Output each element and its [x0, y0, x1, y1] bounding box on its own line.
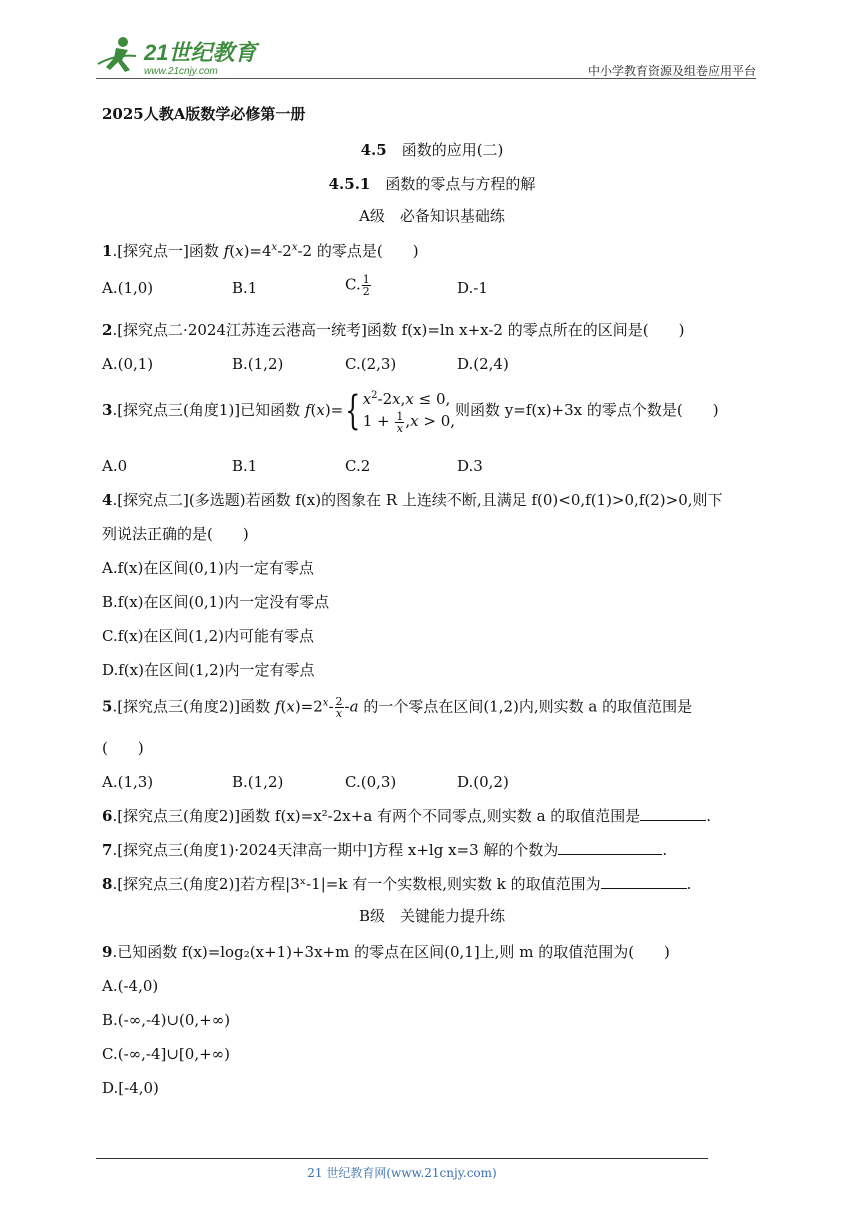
option-c[interactable]: C.2 — [345, 457, 371, 475]
question-end: . — [662, 841, 668, 859]
option-a[interactable]: A.(1,0) — [102, 279, 154, 297]
question-stem-end: 则函数 y=f(x)+3x 的零点个数是( ) — [455, 401, 719, 419]
option-d[interactable]: D.f(x)在区间(1,2)内一定有零点 — [102, 661, 315, 679]
section-heading — [102, 140, 762, 160]
question-stem-end: 的零点是( ) — [312, 242, 419, 260]
footer-divider — [96, 1158, 708, 1159]
question-1: 1.[探究点一]函数 $f(x)=4^x-2^x-2$ 的零点是( ) — [102, 242, 419, 260]
brace-icon: { — [345, 388, 361, 434]
header-divider — [96, 78, 756, 79]
answer-blank[interactable] — [640, 806, 706, 821]
question-end: . — [706, 807, 712, 825]
option-b[interactable]: B.f(x)在区间(0,1)内一定没有零点 — [102, 593, 330, 611]
question-number: 1 — [102, 242, 113, 260]
question-6 — [102, 806, 711, 826]
page-header — [96, 30, 756, 80]
question-stem: .[探究点三(角度2)]函数 f(x)=x²-2x+a 有两个不同零点,则实数 a 的取值范围是 — [112, 807, 641, 825]
section-number: 4.5 — [360, 141, 387, 159]
question-stem: .[探究点三(角度2)]若方程|3ˣ-1|=k 有一个实数根,则实数 k 的取值范围为 — [112, 875, 601, 893]
question-number: 9 — [102, 943, 113, 961]
option-a[interactable]: A.0 — [102, 457, 128, 475]
question-4-line2: 列说法正确的是( ) — [102, 525, 249, 543]
answer-blank[interactable] — [601, 874, 687, 889]
question-stem: .[探究点二](多选题)若函数 f(x)的图象在 R 上连续不断,且满足 f(0)<0,f(1)>0,f(2)>0,则下 — [112, 491, 723, 509]
option-b[interactable]: B.1 — [232, 279, 258, 297]
svg-text:www.21cnjy.com: www.21cnjy.com — [144, 66, 218, 76]
option-a[interactable]: A.(0,1) — [102, 355, 154, 373]
question-number: 7 — [102, 841, 113, 859]
subsection-title: 函数的零点与方程的解 — [385, 175, 536, 193]
question-number: 2 — [102, 321, 113, 339]
option-c[interactable]: C.(2,3) — [345, 355, 397, 373]
option-a[interactable]: A.(1,3) — [102, 773, 154, 791]
question-stem: .[探究点一]函数 — [112, 242, 224, 260]
option-b[interactable]: B.(1,2) — [232, 355, 284, 373]
option-d[interactable]: D.-1 — [457, 279, 488, 297]
piecewise-cases: $x^2-2x,x \le 0$, 1 + $\frac{1}{x}$ ,x > 0, — [362, 390, 456, 435]
question-stem: .[探究点三(角度1)]已知函数 — [112, 401, 305, 419]
logo-icon — [96, 34, 266, 76]
question-4 — [102, 490, 723, 510]
level-a-heading: A级 必备知识基础练 — [359, 207, 505, 225]
option-d[interactable]: D.3 — [457, 457, 483, 475]
option-b[interactable]: B.(1,2) — [232, 773, 284, 791]
question-9 — [102, 942, 670, 962]
question-7 — [102, 840, 667, 860]
question-stem: .[探究点三(角度2)]函数 — [112, 697, 275, 716]
answer-blank[interactable] — [558, 840, 662, 855]
option-b[interactable]: B.(-∞,-4)∪(0,+∞) — [102, 1011, 231, 1029]
option-a[interactable]: A.f(x)在区间(0,1)内一定有零点 — [102, 559, 314, 577]
option-a[interactable]: A.(-4,0) — [102, 977, 159, 995]
option-d[interactable]: D.(2,4) — [457, 355, 509, 373]
question-2 — [102, 320, 684, 340]
option-c[interactable]: C.(-∞,-4]∪[0,+∞) — [102, 1045, 231, 1063]
option-c-label: C. — [345, 275, 361, 294]
book-title: 2025人教A版数学必修第一册 — [102, 105, 306, 123]
level-b-heading: B级 关键能力提升练 — [358, 907, 506, 925]
option-c[interactable] — [345, 274, 372, 297]
option-c[interactable]: C.f(x)在区间(1,2)内可能有零点 — [102, 627, 314, 645]
header-platform-text: 中小学教育资源及组卷应用平台 — [587, 64, 756, 78]
question-stem: .已知函数 f(x)=log₂(x+1)+3x+m 的零点在区间(0,1]上,则 m 的取值范围为( ) — [112, 943, 670, 961]
question-5: 5.[探究点三(角度2)]函数 $f(x)=2^x-$ $\frac{2}{x}$ -a 的一个零点在区间(1,2)内,则实数 a 的取值范围是 — [102, 695, 693, 720]
question-number: 4 — [102, 491, 113, 509]
question-5-line2: ( ) — [102, 739, 144, 757]
question-number: 3 — [102, 401, 113, 419]
fraction — [362, 274, 371, 297]
option-c[interactable]: C.(0,3) — [345, 773, 397, 791]
option-d[interactable]: D.[-4,0) — [102, 1079, 159, 1097]
footer-text[interactable]: 21 世纪教育网(www.21cnjy.com) — [307, 1166, 497, 1180]
option-d[interactable]: D.(0,2) — [457, 773, 509, 791]
subsection-heading — [102, 174, 762, 194]
section-title: 函数的应用(二) — [401, 141, 504, 159]
option-b[interactable]: B.1 — [232, 457, 258, 475]
question-8 — [102, 874, 691, 894]
question-stem-end: 的一个零点在区间(1,2)内,则实数 a 的取值范围是 — [358, 697, 693, 716]
fraction: $\frac{2}{x}$ — [335, 695, 343, 720]
fraction-num: 1 — [362, 273, 370, 286]
subsection-number: 4.5.1 — [328, 175, 371, 193]
question-number: 8 — [102, 875, 113, 893]
fraction-den: 2 — [362, 285, 370, 298]
question-end: . — [686, 875, 692, 893]
question-number: 5 — [102, 697, 113, 716]
svg-text:21世纪教育: 21世纪教育 — [144, 40, 257, 65]
question-3: 3.[探究点三(角度1)]已知函数 f(x)={ $x^2-2x,x \le 0$, 1 + $\frac{1}{x}$ ,x > 0, 则函数 y=f(x)+3x 的零点个数是( ) — [102, 388, 719, 435]
question-stem: .[探究点三(角度1)·2024天津高一期中]方程 x+lg x=3 解的个数为 — [112, 841, 559, 859]
question-stem: .[探究点二·2024江苏连云港高一统考]函数 f(x)=ln x+x-2 的零点所在的区间是( ) — [112, 321, 685, 339]
question-number: 6 — [102, 807, 113, 825]
